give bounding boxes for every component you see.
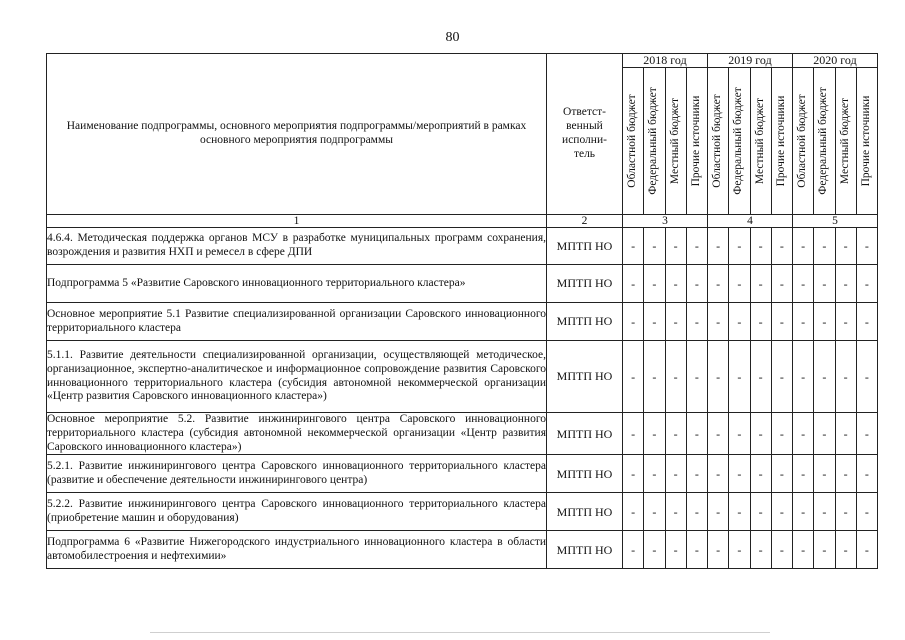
funding-source-label: Прочие источники [689,95,702,187]
funding-value-cell: - [623,531,644,569]
column-number: 1 [47,215,547,228]
funding-value-cell: - [814,493,835,531]
funding-value-cell: - [708,531,729,569]
funding-value-cell: - [644,228,665,265]
funding-value-cell: - [708,341,729,413]
funding-value-cell: - [729,341,750,413]
column-number: 2 [547,215,623,228]
funding-value-cell: - [750,531,771,569]
program-name-cell: Основное мероприятие 5.1 Развитие специализированной организации Саровского инновационного территориального кластера [47,303,547,341]
table-row [47,531,878,569]
page-number: 80 [445,30,460,45]
funding-value-cell: - [750,455,771,493]
funding-source-header [750,68,771,215]
responsible-cell: МПТП НО [547,493,623,531]
funding-source-header [814,68,835,215]
funding-value-cell: - [665,455,686,493]
funding-source-header [623,68,644,215]
funding-value-cell: - [835,413,856,455]
funding-source-label: Областной бюджет [711,94,724,188]
program-name-cell: 5.2.2. Развитие инжинирингового центра Саровского инновационного территориального кластера (приобретение машин и оборудования) [47,493,547,531]
funding-source-header [793,68,814,215]
funding-value-cell: - [665,341,686,413]
funding-value-cell: - [750,303,771,341]
funding-source-label: Местный бюджет [753,97,766,185]
responsible-cell: МПТП НО [547,531,623,569]
funding-value-cell: - [729,455,750,493]
funding-value-cell: - [856,413,877,455]
funding-value-cell: - [856,265,877,303]
funding-value-cell: - [856,493,877,531]
funding-value-cell: - [644,493,665,531]
funding-value-cell: - [793,531,814,569]
program-name-cell: 4.6.4. Методическая поддержка органов МСУ в разработке муниципальных программ сохранения, возрождения и развития НХП и ремесел в сфере ДПИ [47,228,547,265]
funding-value-cell: - [665,228,686,265]
funding-value-cell: - [793,413,814,455]
table-row [47,493,878,531]
year-header-2018: 2018 год [623,54,708,68]
funding-value-cell: - [771,341,792,413]
program-name-cell: 5.1.1. Развитие деятельности специализированной организации, осуществляющей методическое, организационное, экспертно-аналитическое и информационное сопровождение развития Саровского инновационного территориального кластера (субсидия автономной некоммерческой организации «Центр развития Саровского инновационного кластера») [47,341,547,413]
funding-value-cell: - [729,265,750,303]
funding-value-cell: - [835,493,856,531]
funding-value-cell: - [771,413,792,455]
column-number: 4 [708,215,793,228]
responsible-cell: МПТП НО [547,341,623,413]
funding-value-cell: - [623,493,644,531]
funding-value-cell: - [665,303,686,341]
funding-value-cell: - [686,341,707,413]
funding-value-cell: - [814,228,835,265]
funding-value-cell: - [623,341,644,413]
funding-source-header [771,68,792,215]
table-row [47,265,878,303]
funding-value-cell: - [835,228,856,265]
funding-value-cell: - [708,303,729,341]
funding-value-cell: - [750,493,771,531]
funding-value-cell: - [623,413,644,455]
funding-source-label: Прочие источники [859,95,872,187]
funding-value-cell: - [814,531,835,569]
table-row [47,455,878,493]
responsible-cell: МПТП НО [547,455,623,493]
funding-value-cell: - [771,265,792,303]
funding-value-cell: - [623,228,644,265]
funding-value-cell: - [771,455,792,493]
funding-value-cell: - [814,265,835,303]
funding-source-header [644,68,665,215]
funding-value-cell: - [835,265,856,303]
program-table [46,53,878,569]
funding-source-header [856,68,877,215]
funding-value-cell: - [623,303,644,341]
funding-source-header [835,68,856,215]
funding-source-header [708,68,729,215]
funding-value-cell: - [793,265,814,303]
funding-value-cell: - [644,413,665,455]
funding-value-cell: - [665,493,686,531]
funding-value-cell: - [708,413,729,455]
responsible-cell: МПТП НО [547,303,623,341]
funding-value-cell: - [686,303,707,341]
funding-value-cell: - [856,228,877,265]
funding-source-header [729,68,750,215]
funding-value-cell: - [750,265,771,303]
funding-value-cell: - [665,413,686,455]
funding-value-cell: - [644,265,665,303]
table-row [47,413,878,455]
funding-value-cell: - [665,531,686,569]
funding-source-label: Федеральный бюджет [732,87,745,195]
year-header-2020: 2020 год [793,54,878,68]
funding-value-cell: - [814,303,835,341]
funding-value-cell: - [686,455,707,493]
funding-source-label: Федеральный бюджет [647,87,660,195]
funding-value-cell: - [708,455,729,493]
funding-value-cell: - [793,228,814,265]
funding-value-cell: - [750,228,771,265]
funding-value-cell: - [750,413,771,455]
funding-value-cell: - [665,265,686,303]
column-number: 3 [623,215,708,228]
funding-value-cell: - [856,303,877,341]
responsible-cell: МПТП НО [547,265,623,303]
funding-source-label: Областной бюджет [626,94,639,188]
funding-value-cell: - [686,531,707,569]
funding-value-cell: - [835,303,856,341]
funding-value-cell: - [793,341,814,413]
funding-value-cell: - [686,228,707,265]
funding-value-cell: - [686,413,707,455]
program-name-cell: 5.2.1. Развитие инжинирингового центра Саровского инновационного территориального кластера (развитие и обеспечение деятельности инжинирингового центра) [47,455,547,493]
table-row [47,303,878,341]
funding-value-cell: - [708,228,729,265]
funding-value-cell: - [644,455,665,493]
funding-value-cell: - [623,455,644,493]
column-number-row [47,215,878,228]
funding-value-cell: - [793,455,814,493]
funding-source-label: Прочие источники [774,95,787,187]
funding-value-cell: - [708,265,729,303]
funding-value-cell: - [856,531,877,569]
funding-value-cell: - [686,265,707,303]
funding-value-cell: - [644,303,665,341]
funding-value-cell: - [623,265,644,303]
responsible-cell: МПТП НО [547,413,623,455]
year-header-2019: 2019 год [708,54,793,68]
funding-value-cell: - [835,455,856,493]
funding-value-cell: - [686,493,707,531]
funding-value-cell: - [856,455,877,493]
funding-value-cell: - [750,341,771,413]
funding-source-header [686,68,707,215]
funding-value-cell: - [856,341,877,413]
funding-value-cell: - [771,228,792,265]
funding-value-cell: - [729,228,750,265]
program-name-cell: Подпрограмма 6 «Развитие Нижегородского индустриального инновационного кластера в области автомобилестроения и нефтехимии» [47,531,547,569]
funding-value-cell: - [771,303,792,341]
header-responsible-column [547,54,623,215]
funding-value-cell: - [708,493,729,531]
funding-value-cell: - [729,303,750,341]
table-row [47,341,878,413]
funding-source-header [665,68,686,215]
funding-value-cell: - [835,341,856,413]
funding-value-cell: - [644,531,665,569]
column-number: 5 [793,215,878,228]
header-responsible-text: Ответст-венный исполни-тель [562,106,607,160]
header-name-column: Наименование подпрограммы, основного мероприятия подпрограммы/мероприятий в рамках основного мероприятия подпрограммы [47,54,547,215]
funding-source-label: Местный бюджет [838,97,851,185]
funding-value-cell: - [793,303,814,341]
program-name-cell: Основное мероприятие 5.2. Развитие инжинирингового центра Саровского инновационного территориального кластера (субсидия автономной некоммерческой организации «Центр развития Саровского инновационного кластера») [47,413,547,455]
funding-value-cell: - [835,531,856,569]
funding-value-cell: - [644,341,665,413]
funding-value-cell: - [771,493,792,531]
table-row [47,228,878,265]
funding-value-cell: - [814,455,835,493]
funding-value-cell: - [793,493,814,531]
scan-edge-line [150,632,770,633]
funding-source-label: Федеральный бюджет [817,87,830,195]
funding-value-cell: - [814,341,835,413]
funding-value-cell: - [771,531,792,569]
responsible-cell: МПТП НО [547,228,623,265]
funding-value-cell: - [729,531,750,569]
funding-value-cell: - [729,493,750,531]
funding-source-label: Областной бюджет [796,94,809,188]
funding-source-label: Местный бюджет [668,97,681,185]
funding-value-cell: - [814,413,835,455]
funding-value-cell: - [729,413,750,455]
program-name-cell: Подпрограмма 5 «Развитие Саровского инновационного территориального кластера» [47,265,547,303]
